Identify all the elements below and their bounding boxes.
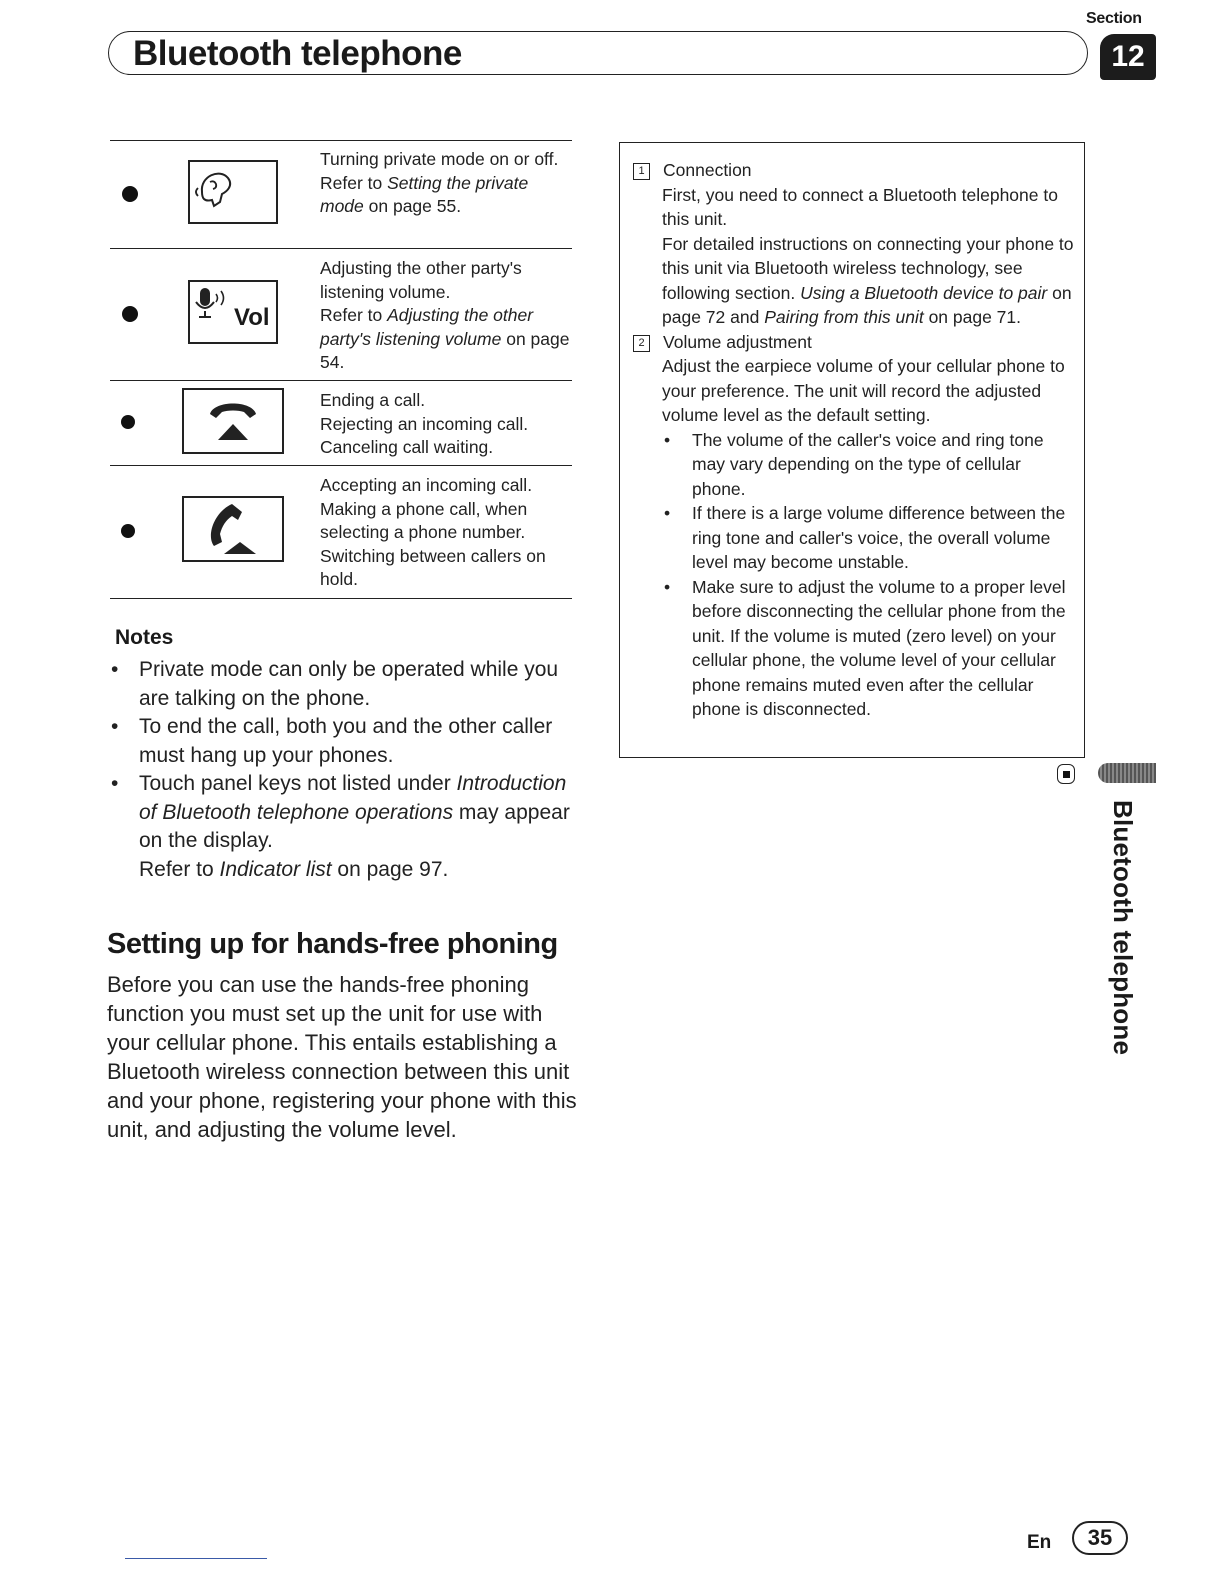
hang-up-icon xyxy=(182,388,284,454)
row-1-line: Turning private mode on or off. xyxy=(320,149,559,169)
page-number: 35 xyxy=(1072,1521,1128,1555)
detail-text: on page 71. xyxy=(923,307,1022,327)
row-4-line: Switching between callers on hold. xyxy=(320,545,546,589)
table-rule xyxy=(110,140,572,141)
number-box: 1 xyxy=(633,163,650,180)
notes-heading: Notes xyxy=(115,626,174,649)
row-4-line: Making a phone call, when selecting a phone number. xyxy=(320,498,528,542)
info-item-1-text: First, you need to connect a Bluetooth telephone to this unit. xyxy=(662,184,1058,229)
side-tab-label: Bluetooth telephone xyxy=(1108,800,1138,1056)
note-text: Touch panel keys not listed under xyxy=(139,772,457,795)
refer-suffix: on page 54. xyxy=(320,328,570,372)
table-row-3-text xyxy=(320,389,570,460)
table-rule xyxy=(110,248,572,249)
info-item-2-text: Adjust the earpiece volume of your cellular phone to your preference. The unit will record the adjusted volume level as the default setting. xyxy=(662,356,1065,425)
note-item: • To end the call, both you and the other caller must hang up your phones. xyxy=(110,713,580,770)
row-2-line: Adjusting the other party's listening volume. xyxy=(320,258,522,302)
info-bullet: • The volume of the caller's voice and ring tone may vary depending on the type of cellular phone. xyxy=(633,428,1078,502)
refer-suffix: on page 55. xyxy=(363,196,462,216)
row-1-refer xyxy=(320,172,570,219)
volume-icon xyxy=(188,280,278,344)
refer-suffix: on page 97. xyxy=(331,857,449,881)
note-item: • Private mode can only be operated while you are talking on the phone. xyxy=(110,656,580,713)
row-marker-icon xyxy=(122,306,138,322)
info-box-content xyxy=(633,158,1078,722)
refer-link: Indicator list xyxy=(219,857,332,881)
note-text: may appear on the display. xyxy=(139,800,570,852)
row-4-line: Accepting an incoming call. xyxy=(320,475,533,495)
section-paragraph: Before you can use the hands-free phoning function you must set up the unit for use with your cellular phone. This entails establishing a Bluetooth wireless connection between this unit and your phone, registering your phone with this unit, and adjusting the volume level. xyxy=(107,972,577,1142)
private-mode-icon xyxy=(188,160,278,224)
footer-rule xyxy=(125,1558,267,1559)
row-3-line: Ending a call. xyxy=(320,390,426,410)
row-3-line: Rejecting an incoming call. xyxy=(320,413,529,434)
table-row-2-text xyxy=(320,257,570,375)
table-row-1-text xyxy=(320,148,570,219)
number-box: 2 xyxy=(633,335,650,352)
table-row-4-text xyxy=(320,474,570,592)
section-heading: Setting up for hands-free phoning xyxy=(107,928,558,960)
note-link: Introduction of Bluetooth telephone operations xyxy=(139,772,567,824)
item-title: Volume adjustment xyxy=(663,331,812,352)
call-icon xyxy=(182,496,284,562)
detail-text: on page 72 and xyxy=(662,282,1072,327)
table-rule xyxy=(110,380,572,381)
section-label: Section xyxy=(1086,10,1142,27)
refer-prefix: Refer to xyxy=(139,857,220,881)
row-2-refer xyxy=(320,304,570,375)
row-marker-icon xyxy=(122,186,138,202)
item-title: Connection xyxy=(663,160,752,180)
info-item-1-title xyxy=(633,158,1078,183)
section-number-badge: 12 xyxy=(1100,34,1156,80)
refer-link: Adjusting the other party's listening volume xyxy=(320,305,534,349)
refer-prefix: Refer to xyxy=(320,172,388,193)
vol-label: Vol xyxy=(234,304,270,331)
detail-link: Using a Bluetooth device to pair xyxy=(800,282,1048,303)
table-rule xyxy=(110,465,572,466)
row-marker-icon xyxy=(121,415,135,429)
notes-list xyxy=(110,656,580,884)
page-title: Bluetooth telephone xyxy=(133,34,462,73)
refer-prefix: Refer to xyxy=(320,305,388,325)
refer-link: Setting the private mode xyxy=(320,172,529,216)
side-tab-marker xyxy=(1098,763,1156,783)
end-mark-icon xyxy=(1057,764,1075,784)
note-item xyxy=(110,770,580,884)
info-bullet: • If there is a large volume difference between the ring tone and caller's voice, the overall volume level may become unstable. xyxy=(633,501,1078,575)
info-item-1-detail xyxy=(633,232,1078,330)
info-item-2-title xyxy=(633,330,1078,355)
detail-text: For detailed instructions on connecting your phone to this unit via Bluetooth wireless technology, see following section. xyxy=(662,233,1074,303)
row-3-line: Canceling call waiting. xyxy=(320,437,494,457)
detail-link: Pairing from this unit xyxy=(764,307,924,327)
table-rule xyxy=(110,598,572,599)
footer-language: En xyxy=(1027,1532,1052,1553)
row-marker-icon xyxy=(121,524,135,538)
info-bullet: • Make sure to adjust the volume to a proper level before disconnecting the cellular phone from the unit. If the volume is muted (zero level) on your cellular phone, the volume level of your cellular phone remains muted even after the cellular phone is disconnected. xyxy=(633,575,1078,722)
